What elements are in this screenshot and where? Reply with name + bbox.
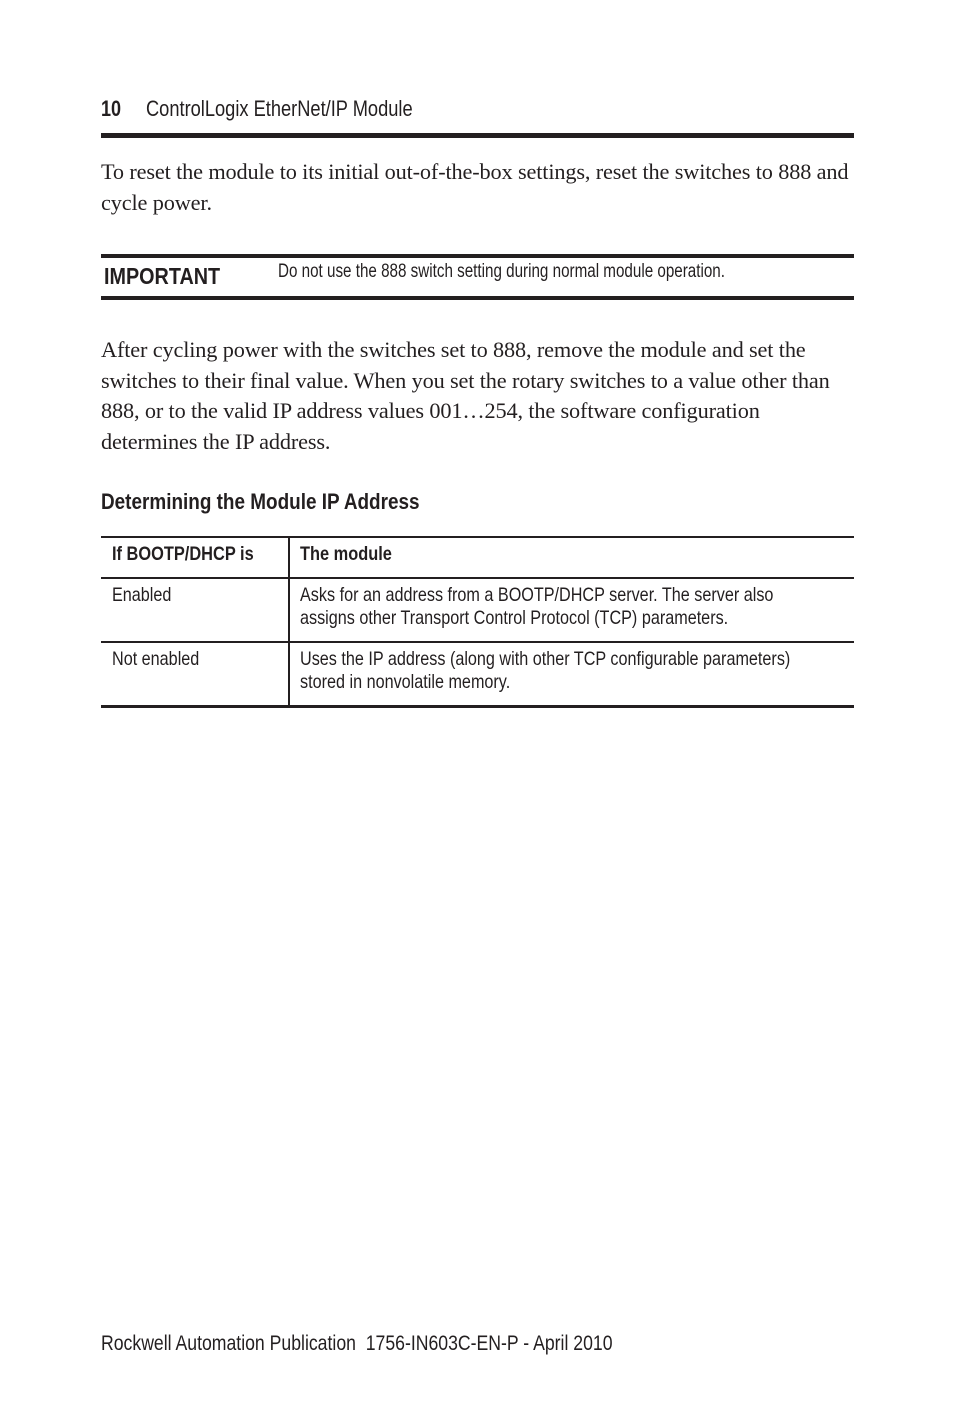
after-cycling-paragraph: After cycling power with the switches set to 888, remove the module and set the switches to their final value. When you set the rotary switches to a value other than 888, or to the valid IP address values 001…254, the software configuration determines the IP address. — [101, 337, 830, 454]
page-header — [101, 94, 854, 124]
table-cell-result-line: assigns other Transport Control Protocol (TCP) parameters. — [300, 607, 729, 629]
important-top-rule — [101, 254, 854, 258]
table-header-rule — [101, 577, 854, 579]
page-number: 10 — [101, 96, 122, 121]
table-cell-condition: Enabled — [112, 584, 172, 606]
table-cell-condition: Not enabled — [112, 648, 200, 670]
table-top-rule — [101, 536, 854, 538]
table-cell-result-line: Uses the IP address (along with other TCP configurable parameters) — [300, 648, 791, 670]
important-bottom-rule — [101, 296, 854, 300]
bootp-dhcp-table — [101, 536, 854, 707]
table-header-result: The module — [300, 543, 392, 565]
reset-paragraph: To reset the module to its initial out-of-the-box settings, reset the switches to 888 and cycle power. — [101, 159, 849, 215]
table-bottom-rule — [101, 705, 854, 708]
table-header-condition: If BOOTP/DHCP is — [112, 543, 254, 565]
running-title: ControlLogix EtherNet/IP Module — [146, 96, 413, 121]
publication-footer: Rockwell Automation Publication 1756-IN603C-EN-P - April 2010 — [101, 1332, 613, 1355]
header-rule — [101, 133, 854, 138]
important-text: Do not use the 888 switch setting during normal module operation. — [278, 261, 725, 282]
table-cell-result-line: stored in nonvolatile memory. — [300, 671, 511, 693]
important-label: IMPORTANT — [104, 263, 221, 289]
section-heading: Determining the Module IP Address — [101, 489, 420, 514]
table-column-divider — [288, 536, 290, 707]
table-row-rule — [101, 641, 854, 643]
table-cell-result-line: Asks for an address from a BOOTP/DHCP server. The server also — [300, 584, 774, 606]
